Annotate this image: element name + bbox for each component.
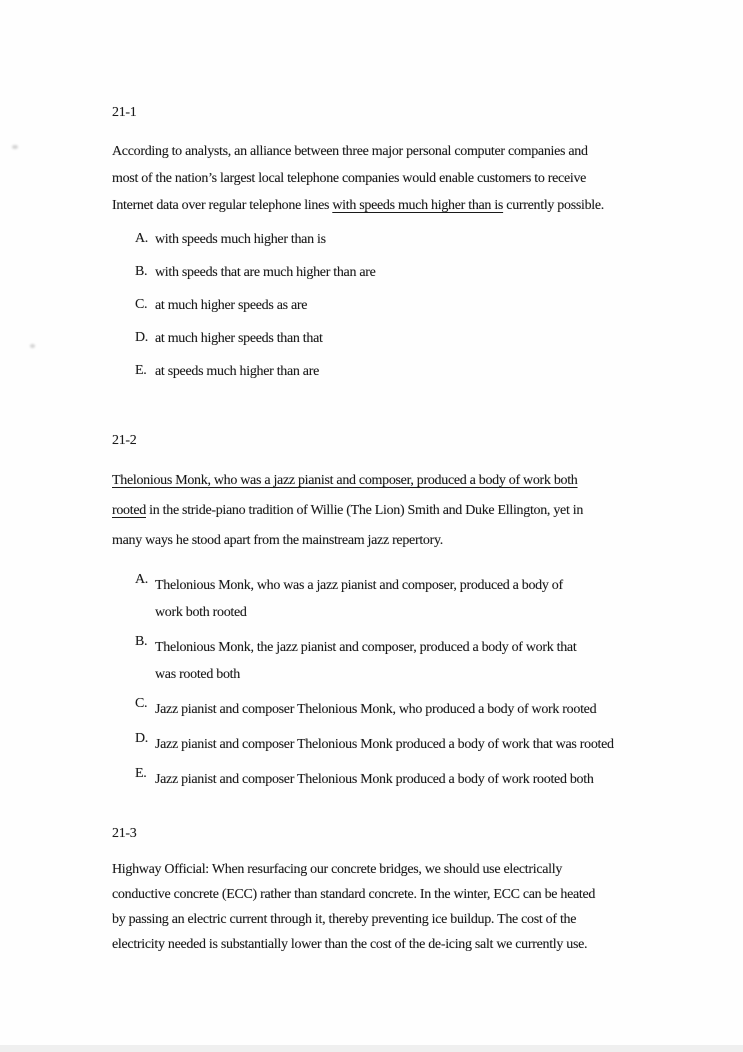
stem-line: [112, 192, 703, 219]
answer-choices: [112, 231, 703, 381]
stem-line: [112, 165, 703, 192]
choice-label: D.: [135, 731, 149, 746]
choice-text: at much higher speeds than that: [155, 331, 323, 346]
question-stem: [112, 138, 703, 219]
stem-line: [112, 882, 703, 907]
stem-text: electricity needed is substantially lower than the cost of the de-icing salt we currently use.: [112, 937, 588, 952]
answer-choices: [112, 572, 703, 793]
underlined-phrase: rooted: [112, 503, 146, 518]
choice-label: E.: [135, 766, 147, 781]
choice-text: Jazz pianist and composer Thelonious Monk produced a body of work that was rooted: [155, 737, 614, 752]
stem-text: Highway Official: When resurfacing our concrete bridges, we should use electrically: [112, 862, 563, 877]
choice-label: E.: [135, 363, 147, 378]
underlined-phrase: with speeds much higher than is: [332, 198, 504, 213]
question-21-2: [112, 432, 703, 801]
stem-text: most of the nation’s largest local telephone companies would enable customers to receive: [112, 171, 587, 186]
choice-text: Thelonious Monk, the jazz pianist and composer, produced a body of work that was rooted both: [155, 640, 577, 682]
answer-choice-c: [135, 696, 703, 723]
question-stem: [112, 466, 703, 556]
choice-label: D.: [135, 330, 149, 345]
stem-text: Internet data over regular telephone lines: [112, 198, 333, 213]
underlined-phrase: Thelonious Monk, who was a jazz pianist and composer, produced a body of work both: [112, 473, 578, 488]
question-number: 21-2: [112, 433, 137, 448]
choice-text: Thelonious Monk, who was a jazz pianist and composer, produced a body of work both rooted: [155, 578, 563, 620]
choice-text: at much higher speeds as are: [155, 298, 308, 313]
question-stem: [112, 857, 703, 957]
stem-text: currently possible.: [503, 198, 604, 213]
answer-choice-c: [135, 297, 703, 315]
answer-choice-e: [135, 363, 703, 381]
stem-text: According to analysts, an alliance between three major personal computer companies and: [112, 144, 588, 159]
choice-label: A.: [135, 572, 149, 587]
choice-text: Jazz pianist and composer Thelonious Monk produced a body of work rooted both: [155, 772, 594, 787]
answer-choice-b: [135, 264, 703, 282]
answer-choice-e: [135, 766, 703, 793]
question-21-1: [112, 104, 703, 396]
stem-line: [112, 907, 703, 932]
scan-artifact: [30, 344, 35, 348]
stem-text: in the stride-piano tradition of Willie (The Lion) Smith and Duke Ellington, yet in: [145, 503, 584, 518]
choice-label: C.: [135, 297, 148, 312]
question-number: 21-3: [112, 826, 137, 841]
stem-text: by passing an electric current through it, thereby preventing ice buildup. The cost of the: [112, 912, 577, 927]
stem-text: many ways he stood apart from the mainstream jazz repertory.: [112, 533, 443, 548]
choice-text: with speeds much higher than is: [155, 232, 326, 247]
answer-choice-a: [135, 572, 703, 626]
stem-line: [112, 496, 703, 526]
stem-line: [112, 466, 703, 496]
question-21-3: [112, 825, 703, 957]
scan-edge-shadow: [0, 1045, 743, 1052]
answer-choice-b: [135, 634, 703, 688]
stem-text: conductive concrete (ECC) rather than standard concrete. In the winter, ECC can be heated: [112, 887, 596, 902]
choice-text: at speeds much higher than are: [155, 364, 319, 379]
stem-line: [112, 932, 703, 957]
answer-choice-a: [135, 231, 703, 249]
stem-line: [112, 857, 703, 882]
answer-choice-d: [135, 330, 703, 348]
stem-line: [112, 138, 703, 165]
answer-choice-d: [135, 731, 703, 758]
choice-text: Jazz pianist and composer Thelonious Monk, who produced a body of work rooted: [155, 702, 597, 717]
scan-artifact: [12, 145, 18, 149]
choice-label: C.: [135, 696, 148, 711]
choice-text: with speeds that are much higher than are: [155, 265, 376, 280]
question-number: 21-1: [112, 105, 137, 120]
stem-line: [112, 526, 703, 556]
choice-label: B.: [135, 634, 148, 649]
choice-label: B.: [135, 264, 148, 279]
choice-label: A.: [135, 231, 149, 246]
